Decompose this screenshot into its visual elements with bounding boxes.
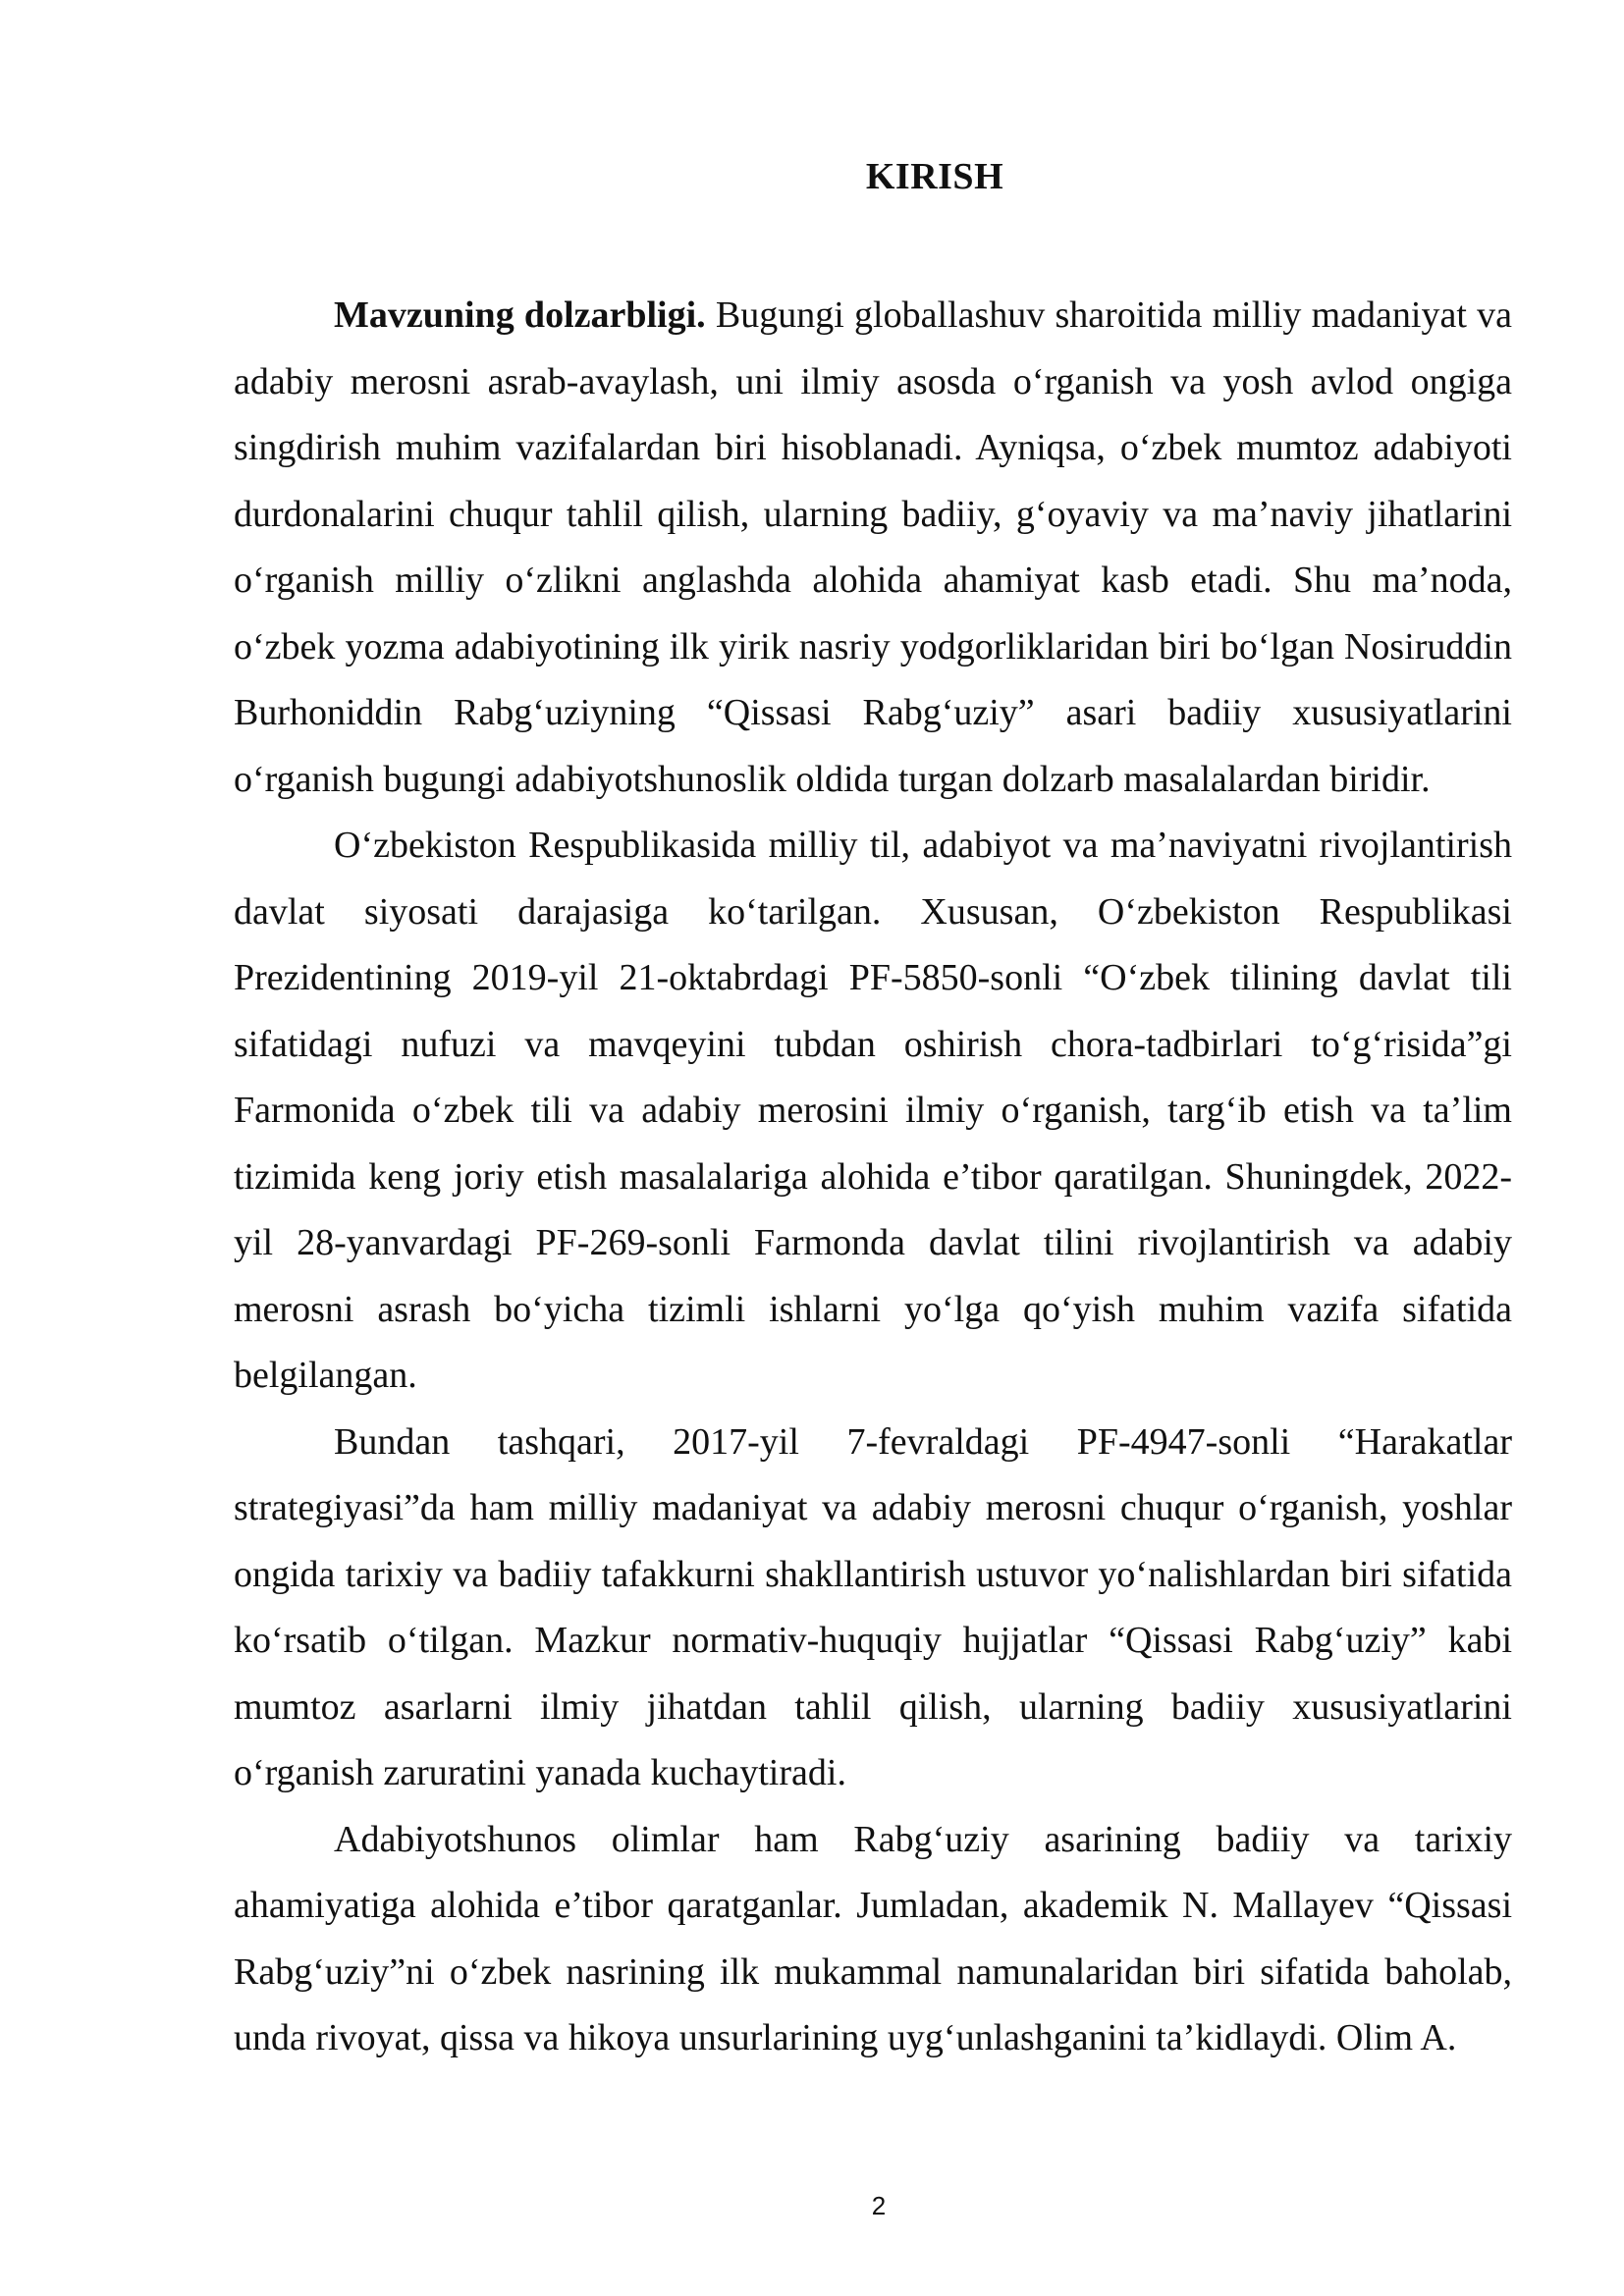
page-number: 2 bbox=[871, 2191, 887, 2220]
body-text bbox=[234, 283, 1512, 2072]
heading-text: KIRISH bbox=[865, 156, 1004, 197]
paragraph-text: Bugungi globallashuv sharoitida milliy madaniyat va adabiy merosni asrab-avaylash, uni ilmiy asosda o‘rganish va yosh avlod ongiga singdirish muhim vazifalardan biri hisoblanadi. Ayniqsa, o‘zbek mumtoz adabiyoti durdonalarini chuqur tahlil qilish, ularning badiiy, g‘oyaviy va ma’naviy jihatlarini o‘rganish milliy o‘zlikni anglashda alohida ahamiyat kasb etadi. Shu ma’noda, o‘zbek yozma adabiyotining ilk yirik nasriy yodgorliklaridan biri bo‘lgan Nosiruddin Burhoniddin Rabg‘uziyning “Qissasi Rabg‘uziy” asari badiiy xususiyatlarini o‘rganish bugungi adabiyotshunoslik oldida turgan dolzarb masalalardan biridir. bbox=[234, 294, 1513, 800]
section-heading bbox=[0, 155, 1624, 198]
paragraph-relevance bbox=[234, 283, 1512, 813]
paragraph-text: Bundan tashqari, 2017-yil 7-fevraldagi PF-4947-sonli “Harakatlar strategiyasi”da ham milliy madaniyat va adabiy merosni chuqur o‘rganish, yoshlar ongida tarixiy va badiiy tafakkurni shakllantirish ustuvor yo‘nalishlardan biri sifatida ko‘rsatib o‘tilgan. Mazkur normativ-huquqiy hujjatlar “Qissasi Rabg‘uziy” kabi mumtoz asarlarni ilmiy jihatdan tahlil qilish, ularning badiiy xususiyatlarini o‘rganish zaruratini yanada kuchaytiradi. bbox=[234, 1420, 1512, 1793]
paragraph-lead: Mavzuning dolzarbligi. bbox=[334, 294, 706, 336]
paragraph-text: Adabiyotshunos olimlar ham Rabg‘uziy asarining badiiy va tarixiy ahamiyatiga alohida e’tibor qaratganlar. Jumladan, akademik N. Mallayev “Qissasi Rabg‘uziy”ni o‘zbek nasrining ilk mukammal namunalaridan biri sifatida baholab, unda rivoyat, qissa va hikoya unsurlarining uyg‘unlashganini ta’kidlaydi. Olim A. bbox=[234, 1818, 1512, 2058]
paragraph-text: O‘zbekiston Respublikasida milliy til, adabiyot va ma’naviyatni rivojlantirish davlat siyosati darajasiga ko‘tarilgan. Xususan, O‘zbekiston Respublikasi Prezidentining 2019-yil 21-oktabrdagi PF-5850-sonli “O‘zbek tilining davlat tili sifatidagi nufuzi va mavqeyini tubdan oshirish chora-tadbirlari to‘g‘risida”gi Farmonida o‘zbek tili va adabiy merosini ilmiy o‘rganish, targ‘ib etish va ta’lim tizimida keng joriy etish masalalariga alohida e’tibor qaratilgan. Shuningdek, 2022-yil 28-yanvardagi PF-269-sonli Farmonda davlat tilini rivojlantirish va adabiy merosni asrash bo‘yicha tizimli ishlarni yo‘lga qo‘yish muhim vazifa sifatida belgilangan. bbox=[234, 825, 1512, 1396]
paragraph-scholars bbox=[234, 1807, 1512, 2072]
paragraph-state-policy bbox=[234, 813, 1512, 1410]
paragraph-strategy bbox=[234, 1410, 1512, 1807]
